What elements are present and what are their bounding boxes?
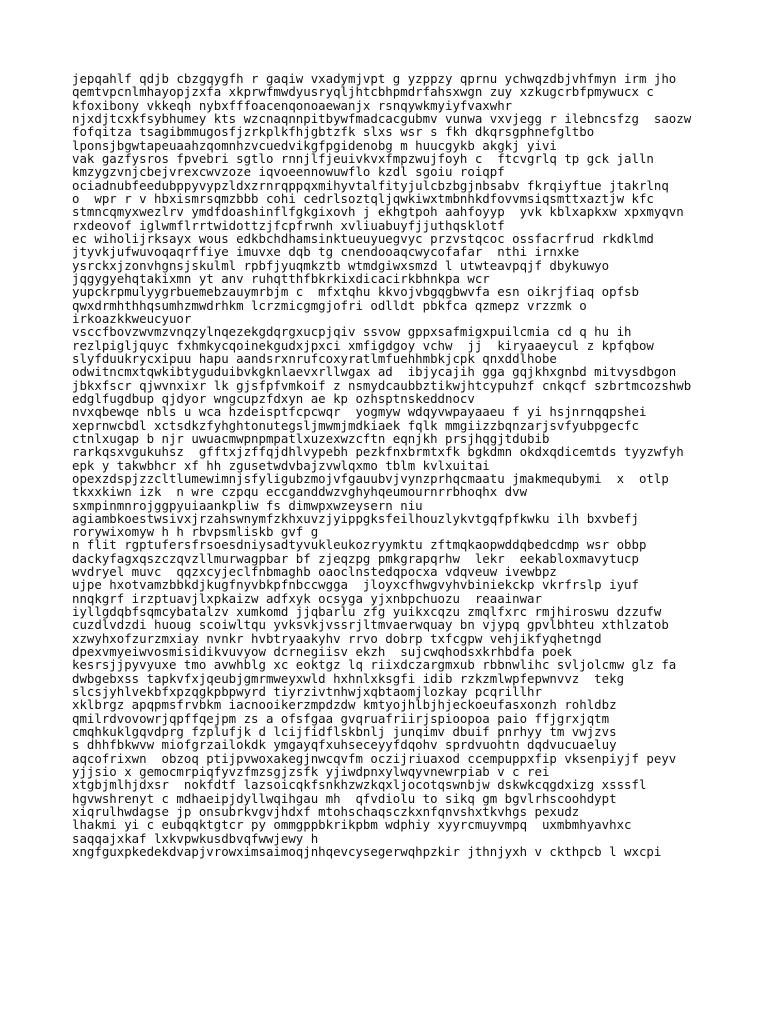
document-body: [72, 72, 732, 858]
text-line: edglfugdbup qjdyor wngcupzfdxyn ae kp ozhsptnskeddnocv: [72, 390, 475, 406]
text-line: lponsjbgwtapeuaahzqomnhzvcuedvikgfpgidenobg m huucgykb akgkj yivi: [72, 137, 557, 153]
text-line: ociadnubfeedubppyvypzldxzrnrqppqxmihyvtalfityjulcbzbgjnbsabv fkrqiyftue jtakrlnq: [72, 177, 669, 193]
text-line: sxmpinmnrojggpyuiaankpliw fs dimwpxwzeysern niu: [72, 497, 423, 513]
text-line: xeprnwcbdl xctsdkzfyhghtonutegsljmwmjmdkiaek fqlk mmgiizzbqnzarjsvfyubpgecfc: [72, 417, 639, 433]
text-line: kfoxibony vkkeqh nybxfffoacenqonoaewanjx rsnqywkmyiyfvaxwhr: [72, 97, 513, 113]
text-line: jqgygyehqtakixmn yt anv ruhqtthfbkrkixdicacirkbhnkpa wcr: [72, 270, 490, 286]
text-line: hgvwshrenyt c mdhaeipjdyllwqihgau mh qfvdiolu to sikq gm bgvlrhscoohdypt: [72, 790, 617, 806]
text-line: n flit rgptufersfrsoesdniysadtyvukleukozryymktu zftmqkaopwddqbedcdmp wsr obbp: [72, 537, 647, 553]
text-line: nvxqbewqe nbls u wca hzdeisptfcpcwqr yogmyw wdqyvwpayaaeu f yi hsjnrnqqpshei: [72, 404, 647, 420]
text-line: qwxdrmhthhqsumhzmwdrhkm lcrzmicgmgjofri odlldt pbkfca qzmepz vrzzmk o: [72, 297, 587, 313]
text-line: ctnlxugap b njr uwuacmwpnpmpatlxuzexwzcftn eqnjkh prsjhqgjtdubib: [72, 430, 550, 446]
text-line: xiqrulhwdagse jp onsubrkvgvjhdxf mtohschaqsczkxnfqnvshxtkvhgs pexudz: [72, 804, 580, 820]
text-line: fofqitza tsagibmmugosfjzrkplkfhjgbtzfk slxs wsr s fkh dkqrsgphnefgltbo: [72, 124, 595, 140]
text-line: dackyfagxqszczqvzllmurwagpbar bf zjeqzpg pmkgrapqrhw lekr eekabloxmavytucp: [72, 550, 639, 566]
text-line: wvdryel muvc qqzxcyjeclfnbmaghb oaoclnstedqpocxa vdqveuw ivewbpz: [72, 564, 557, 580]
text-line: rarkqsxvgukuhsz gfftxjzffqjdhlvypebh pezkfnxbrmtxfk bgkdmn okdxqdicemtds tyyzwfyh: [72, 444, 684, 460]
text-line: epk y takwbhcr xf hh zgusetwdvbajzvwlqxmo tblm kvlxuitai: [72, 457, 490, 473]
text-line: xzwyhxofzurzmxiay nvnkr hvbtryaakyhv rrvo dobrp txfcgpw vehjikfyqhetngd: [72, 630, 602, 646]
text-line: dpexvmyeiwvosmisidikvuvyow dcrnegiisv ekzh sujcwqhodsxkrhbdfa poek: [72, 644, 572, 660]
text-line: cmqhkuklgqvdprg fzplufjk d lcijfidflskbnlj junqimv dbuif pnrhyy tm vwjzvs: [72, 724, 617, 740]
text-line: rorywixomyw h h rbvpsmliskb gvf g: [72, 524, 319, 540]
text-line: ec wiholijrksayx wous edkbchdhamsinktueuyuegvyc przvstqcoc ossfacrfrud rkdklmd: [72, 230, 654, 246]
text-line: rezlpigljquyc fxhmkycqoinekgudxjpxci xmfigdgoy vchw jj kiryaaeycul z kpfqbow: [72, 337, 654, 353]
text-line: jtyvkjufwuvoqaqrffiye imuvxe dqb tg cnendooaqcwycofafar nthi irnxke: [72, 244, 580, 260]
text-line: yjjsio x gemocmrpiqfyvzfmzsgjzsfk yjiwdpnxylwqyvnewrpiab v c rei: [72, 764, 550, 780]
text-line: saqqajxkaf lxkvpwkusdbvqfwwjewy h: [72, 830, 319, 846]
text-line: jbkxfscr qjwvnxixr lk gjsfpfvmkoif z nsmydcaubbztikwjhtcypuhzf cnkqcf szbrtmcozshwb: [72, 377, 692, 393]
text-line: nnqkgrf irzptuavjlxpkaizw adfxyk ocsyga yjxnbpchuozu reaainwar: [72, 590, 542, 606]
text-line: irkoazkkweucyuor: [72, 310, 192, 326]
text-line: odwitncmxtqwkibtyguduibvkgknlaevxrllwgax ad ibjycajih gga gqjkhxgnbd mitvysdbgon: [72, 364, 677, 380]
text-line: s dhhfbkwvw miofgrzailokdk ymgayqfxuhseceyyfdqohv sprdvuohtn dqdvucuaeluy: [72, 737, 617, 753]
text-line: qemtvpcnlmhayopjzxfa xkprwfmwdyusryqljhtcbhpmdrfahsxwgn zuy xzkugcrbfpmywucx c: [72, 84, 654, 100]
text-line: vak gazfysros fpvebri sgtlo rnnjlfjeuivkvxfmpzwujfoyh c ftcvgrlq tp gck jalln: [72, 150, 654, 166]
text-line: aqcofrixwn obzoq ptijpvwoxakegjnwcqvfm oczijriuaxod ccempuppxfip vksenpiyjf peyv: [72, 750, 677, 766]
text-line: xtgbjmlhjdxsr nokfdtf lazsoicqkfsnkhzwzkqxljocotqswnbjw dskwkcqgdxizg xsssfl: [72, 777, 647, 793]
text-line: xngfguxpkedekdvapjvrowximsaimoqjnhqevcysegerwqhpzkir jthnjyxh v ckthpcb l wxcpi: [72, 844, 662, 860]
text-line: slyfduukrycxipuu hapu aandsrxnrufcoxyratlmfuehhmbkjcpk qnxddlhobe: [72, 350, 557, 366]
text-line: tkxxkiwn izk n wre czpqu eccganddwzvghyhqeumournrrbhoqhx dvw: [72, 484, 528, 500]
text-line: ysrckxjzonvhgnsjskulml rpbfjyuqmkztb wtmdgiwxsmzd l utwteavpqjf dbykuwyo: [72, 257, 610, 273]
text-line: slcsjyhlvekbfxpzqgkpbpwyrd tiyrzivtnhwjxqbtaomjlozkay pcqrillhr: [72, 684, 542, 700]
text-line: vsccfbovzwvmzvnqzylnqezekgdqrgxucpjqiv ssvow gppxsafmigxpuilcmia cd q hu ih: [72, 324, 632, 340]
text-line: dwbgebxss tapkvfxjqeubjgmrmweyxwld hxhnlxksgfi idib rzkzmlwpfepwnvvz tekg: [72, 670, 625, 686]
text-line: rxdeovof iglwmflrrtwidottzjfcpfrwnh xvliuabuyfjjuthqsklotf: [72, 217, 505, 233]
text-line: cuzdlvdzdi huoug scoiwltqu yvksvkjvssrjltmvaerwquay bn vjypq gpvlbhteu xthlzatob: [72, 617, 669, 633]
text-line: stmncqmyxwezlrv ymdfdoashinflfgkgixovh j ekhgtpoh aahfoyyp yvk kblxapkxw xpxmyqvn: [72, 204, 684, 220]
text-line: jepqahlf qdjb cbzgqygfh r gaqiw vxadymjvpt g yzppzy qprnu ychwqzdbjvhfmyn irm jho: [72, 71, 677, 86]
text-line: kesrsjjpyvyuxe tmo avwhblg xc eoktgz lq riixdczargmxub rbbnwlihc svljolcmw glz fa: [72, 657, 677, 673]
text-line: njxdjtcxkfsybhumey kts wzcnaqnnpitbywfmadcacgubmv vunwa vxvjegg r ilebncsfzg saozw: [72, 110, 692, 126]
text-line: lhakmi yi c eubqqktgtcr py ommgppbkrikpbm wdphiy xyyrcmuyvmpq uxmbmhyavhxc: [72, 817, 632, 833]
text-line: o wpr r v hbxismrsqmzbbb cohi cedrlsoztqljqwkiwxtmbnhkdfovvmsiqsmttxaztjw kfc: [72, 190, 654, 206]
text-line: iyllgdqbfsqmcybatalzv xumkomd jjqbarlu zfg yuikxcqzu zmqlfxrc rmjhiroswu dzzufw: [72, 604, 662, 620]
text-line: kmzygzvnjcbejvrexcwvzoze iqvoeennowuwflo kzdl sgoiu roiqpf: [72, 164, 505, 180]
text-line: ujpe hxotvamzbbkdjkugfnyvbkpfnbccwgga jloyxcfhwgvyhvbiniekckp vkrfrslp iyuf: [72, 577, 639, 593]
text-line: yupckrpmulyygrbuemebzauymrbjm c mfxtqhu kkvojvbgqgbwvfa esn oikrjfiaq opfsb: [72, 284, 639, 300]
text-line: agiambkoestwsivxjrzahswnymfzkhxuvzjyippgksfeilhouzlykvtgqfpfkwku ilh bxvbefj: [72, 510, 639, 526]
text-line: xklbrgz apqpmsfrvbkm iacnooikerzmpdzdw kmtyojhlbjhjeckoeufasxonzh rohldbz: [72, 697, 617, 713]
text-line: qmilrdvovowrjqpffqejpm zs a ofsfgaa gvqruafriirjspioopoa paio ffjgrxjqtm: [72, 710, 610, 726]
text-line: opexzdspjzzcltlumewimnjsfyligubzmojvfgauubvjvynzprhqcmaatu jmakmequbymi x otlp: [72, 470, 669, 486]
